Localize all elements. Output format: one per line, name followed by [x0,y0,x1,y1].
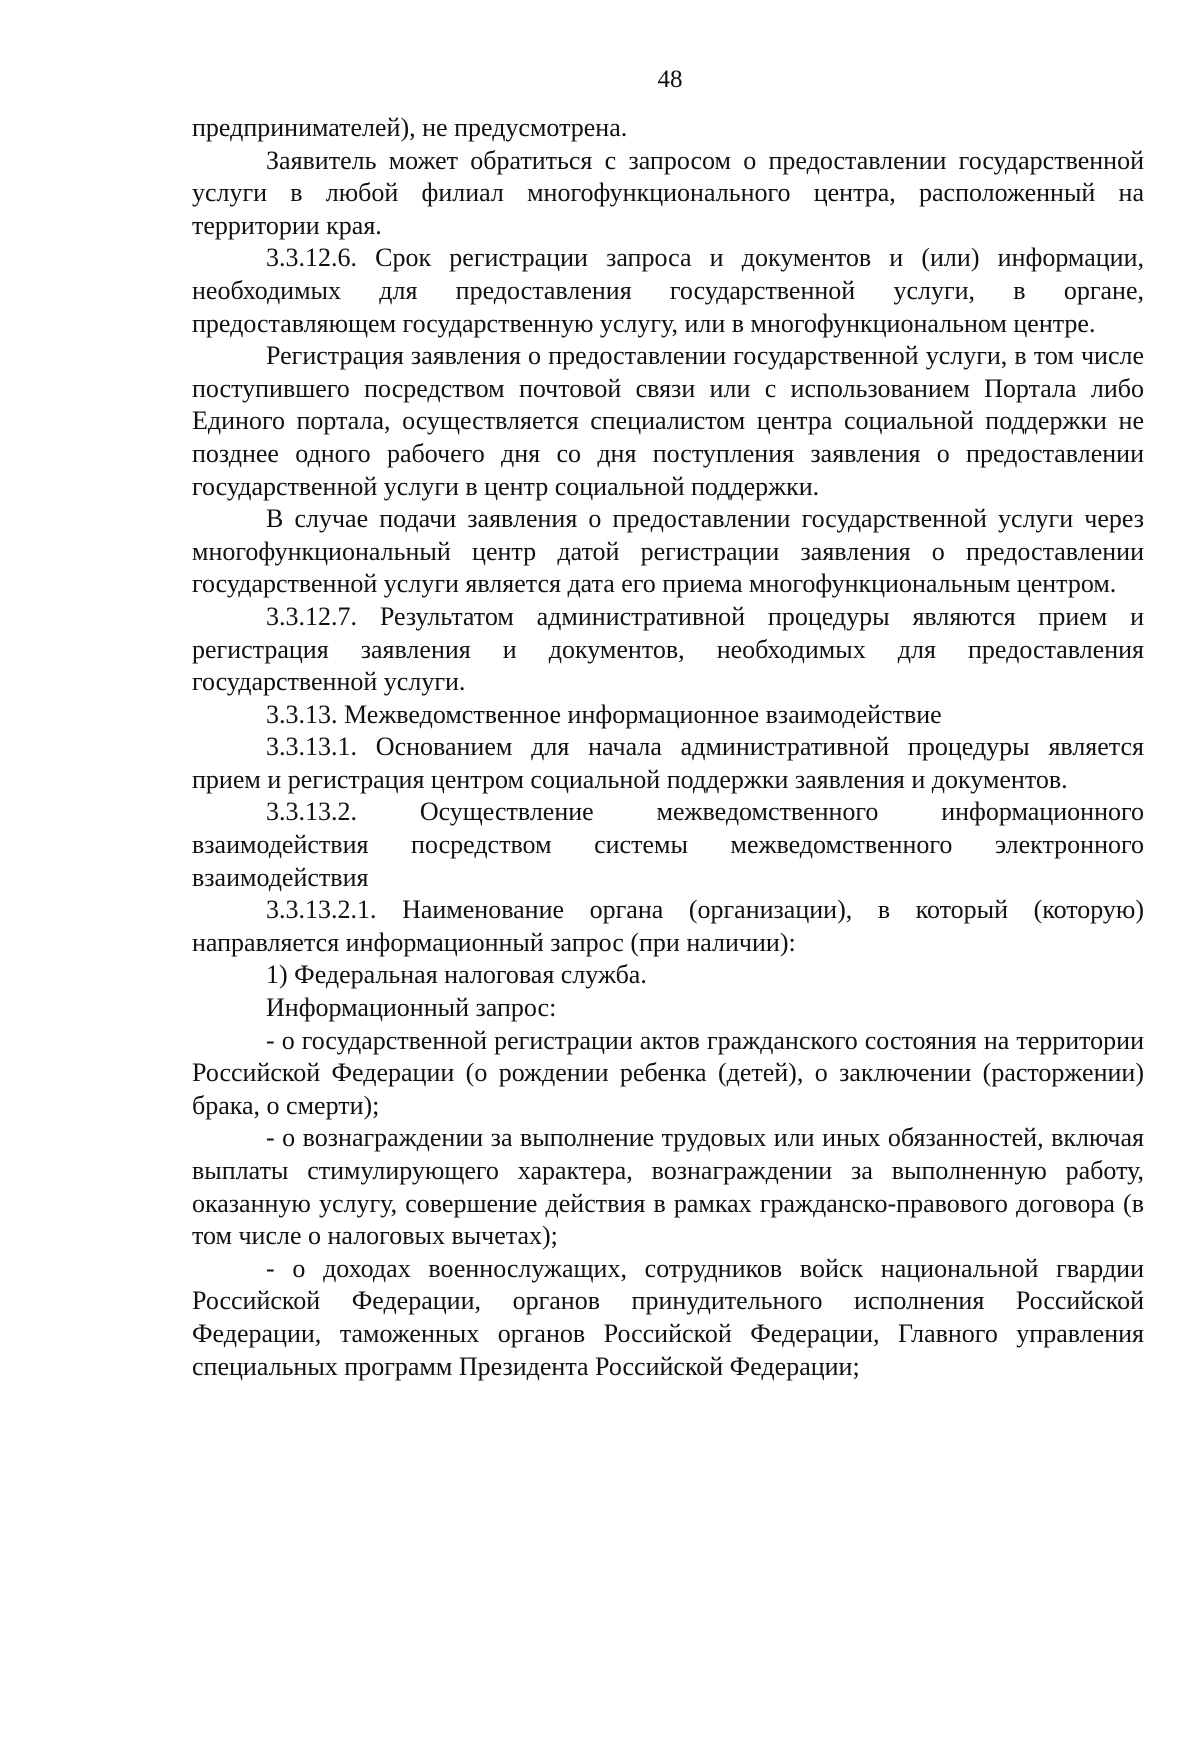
list-item-numbered: 1) Федеральная налоговая служба. [266,960,647,990]
paragraph-clause-3-3-13-2-1: 3.3.13.2.1. Наименование органа (организации), в который (которую) направляется информационный запрос (при наличии): [192,895,1144,957]
list-item-dash: - о доходах военнослужащих, сотрудников войск национальной гвардии Российской Федерации, органов принудительного исполнения Российской Федерации, таможенных органов Российской Федерации, Главного управления специальных программ Президента Российской Федерации; [192,1253,1144,1381]
section-heading-3-3-13: 3.3.13. Межведомственное информационное взаимодействие [266,699,942,729]
paragraph-label: Информационный запрос: [266,993,557,1023]
list-item-dash: - о государственной регистрации актов гражданского состояния на территории Российской Федерации (о рождении ребенка (детей), о заключении (расторжении) брака, о смерти); [192,1025,1144,1120]
paragraph: Регистрация заявления о предоставлении государственной услуги, в том числе поступившего посредством почтовой связи или с использованием Портала либо Единого портала, осуществляется специалистом центра социальной поддержки не позднее одного рабочего дня со дня поступления заявления о предоставлении государственной услуги в центр социальной поддержки. [192,341,1144,501]
list-item-dash: - о вознаграждении за выполнение трудовых или иных обязанностей, включая выплаты стимулирующего характера, вознаграждении за выполненную работу, оказанную услугу, совершение действия в рамках гражданско-правового договора (в том числе о налоговых вычетах); [192,1123,1144,1251]
document-body [192,112,1144,1383]
paragraph: В случае подачи заявления о предоставлении государственной услуги через многофункциональный центр датой регистрации заявления о предоставлении государственной услуги является дата его приема многофункциональным центром. [192,504,1144,599]
paragraph-clause-3-3-12-6: 3.3.12.6. Срок регистрации запроса и документов и (или) информации, необходимых для предоставления государственной услуги, в органе, предоставляющем государственную услугу, или в многофункциональном центре. [192,243,1144,338]
paragraph: Заявитель может обратиться с запросом о предоставлении государственной услуги в любой филиал многофункционального центра, расположенный на территории края. [192,145,1144,240]
page-number: 48 [657,66,683,93]
paragraph-continuation: предпринимателей), не предусмотрена. [192,113,628,142]
paragraph-clause-3-3-13-2: 3.3.13.2. Осуществление межведомственного информационного взаимодействия посредством системы межведомственного электронного взаимодействия [192,797,1144,892]
paragraph-clause-3-3-13-1: 3.3.13.1. Основанием для начала административной процедуры является прием и регистрация центром социальной поддержки заявления и документов. [192,732,1144,794]
paragraph-clause-3-3-12-7: 3.3.12.7. Результатом административной процедуры являются прием и регистрация заявления и документов, необходимых для предоставления государственной услуги. [192,601,1144,697]
